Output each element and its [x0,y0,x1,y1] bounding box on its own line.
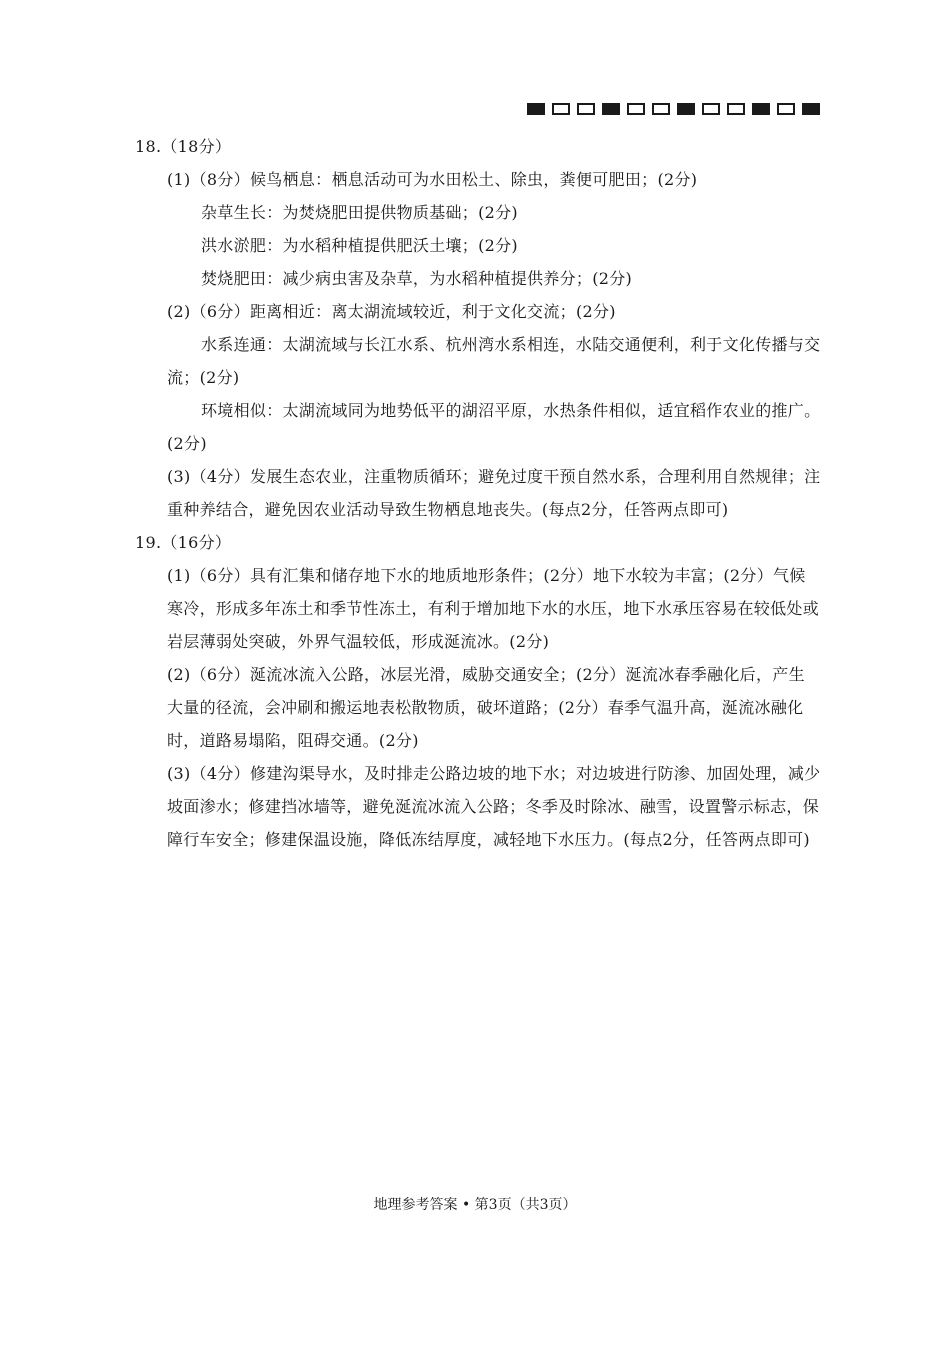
q18-part-2-point-a: 水系连通：太湖流域与长江水系、杭州湾水系相连，水陆交通便利，利于文化传播与交流；(2分) [167,335,821,387]
filled-square-mark [527,103,545,115]
q18-part-1-point-a: 杂草生长：为焚烧肥田提供物质基础；(2分) [201,203,518,222]
q18-part-2: (2)（6分）距离相近：离太湖流域较近，利于文化交流；(2分) [167,302,616,321]
filled-square-mark [677,103,695,115]
answer-content [135,130,821,856]
q19-part-2: (2)（6分）涎流冰流入公路，冰层光滑，威胁交通安全；(2分）涎流冰春季融化后，产生大量的径流，会冲刷和搬运地表松散物质，破坏道路；(2分）春季气温升高，涎流冰融化时，道路易塌陷，阻碍交通。(2分) [167,665,805,750]
q18-part-2-point-b: 环境相似：太湖流域同为地势低平的湖沼平原，水热条件相似，适宜稻作农业的推广。(2分) [167,401,821,453]
q18-part-1-point-b: 洪水淤肥：为水稻种植提供肥沃土壤；(2分) [201,236,518,255]
q19-part-3: (3)（4分）修建沟渠导水，及时排走公路边坡的地下水；对边坡进行防渗、加固处理，减少坡面渗水；修建挡冰墙等，避免涎流冰流入公路；冬季及时除冰、融雪，设置警示标志，保障行车安全；修建保温设施，降低冻结厚度，减轻地下水压力。(每点2分，任答两点即可) [167,764,821,849]
filled-square-mark [602,103,620,115]
page-footer: 地理参考答案 • 第3页（共3页） [373,1197,577,1213]
empty-square-mark [652,103,670,115]
q18-part-1-point-c: 焚烧肥田：减少病虫害及杂草，为水稻种植提供养分；(2分) [201,269,633,288]
empty-square-mark [702,103,720,115]
header-square-marks [527,103,820,115]
empty-square-mark [552,103,570,115]
question-19-header: 19.（16分） [135,533,232,552]
filled-square-mark [802,103,820,115]
question-18-header: 18.（18分） [135,137,232,156]
empty-square-mark [777,103,795,115]
empty-square-mark [577,103,595,115]
filled-square-mark [752,103,770,115]
q19-part-1: (1)（6分）具有汇集和储存地下水的地质地形条件；(2分）地下水较为丰富；(2分）气候寒冷，形成多年冻土和季节性冻土，有利于增加地下水的水压，地下水承压容易在较低处或岩层薄弱处突破，外界气温较低，形成涎流冰。(2分) [167,566,820,651]
empty-square-mark [627,103,645,115]
q18-part-3: (3)（4分）发展生态农业，注重物质循环；避免过度干预自然水系，合理利用自然规律；注重种养结合，避免因农业活动导致生物栖息地丧失。(每点2分，任答两点即可) [167,467,821,519]
empty-square-mark [727,103,745,115]
q18-part-1: (1)（8分）候鸟栖息：栖息活动可为水田松土、除虫，粪便可肥田；(2分) [167,170,698,189]
